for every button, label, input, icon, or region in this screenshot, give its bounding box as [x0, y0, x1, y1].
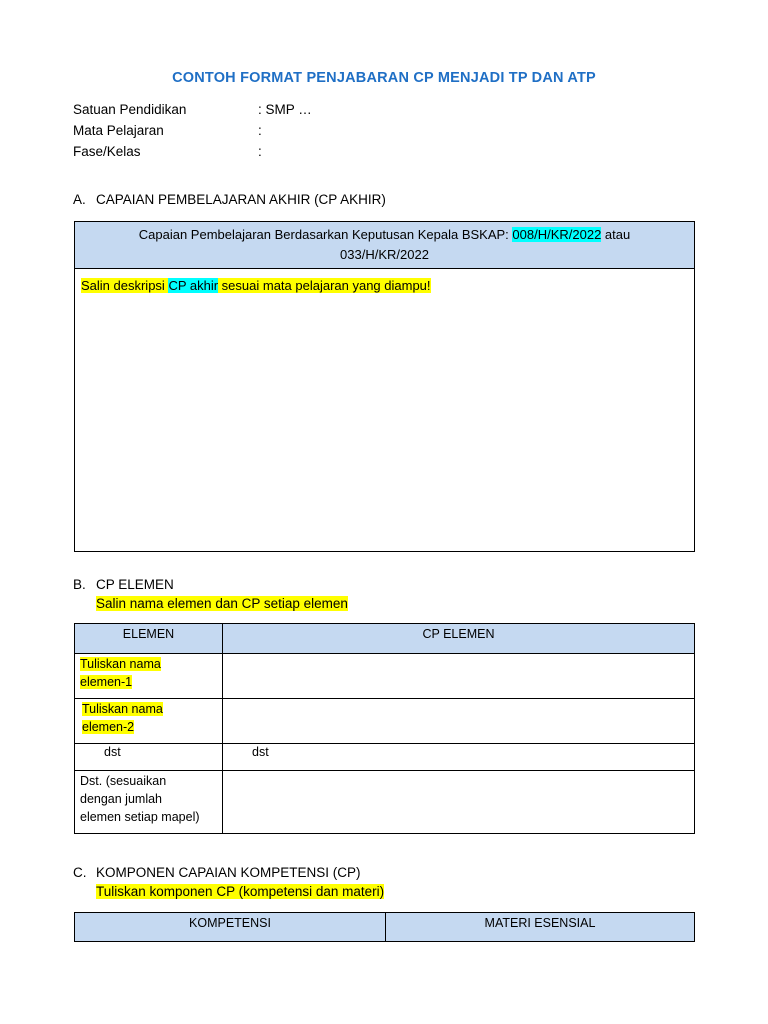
- meta-label-satuan: Satuan Pendidikan: [73, 102, 187, 117]
- cp-akhir-header-pre: Capaian Pembelajaran Berdasarkan Keputusan Kepala BSKAP:: [138, 227, 513, 242]
- meta-label-fase: Fase/Kelas: [73, 144, 141, 159]
- col-header-elemen: ELEMEN: [75, 624, 223, 654]
- elemen-1-line-1: Tuliskan nama: [80, 657, 161, 671]
- col-header-cp-elemen: CP ELEMEN: [223, 624, 695, 654]
- cp-akhir-table: [74, 221, 695, 552]
- elemen-2-line-1: Tuliskan nama: [82, 702, 163, 716]
- meta-label-mapel: Mata Pelajaran: [73, 123, 164, 138]
- elemen-1-line-2: elemen-1: [80, 675, 133, 689]
- cp-elemen-cell-1[interactable]: [223, 654, 695, 699]
- col-header-materi-esensial: MATERI ESENSIAL: [386, 913, 695, 942]
- cp-akhir-instruction-1: Salin deskripsi: [81, 278, 169, 293]
- section-a-letter: A.: [73, 192, 86, 207]
- cp-akhir-header: [75, 222, 695, 269]
- cp-elemen-table: [74, 623, 695, 834]
- komponen-cp-table: [74, 912, 695, 942]
- section-c-heading: KOMPONEN CAPAIAN KOMPETENSI (CP): [96, 865, 361, 880]
- elemen-cell-2[interactable]: [75, 699, 223, 744]
- section-b-heading: CP ELEMEN: [96, 577, 174, 592]
- cp-akhir-instruction-2: CP akhir: [168, 278, 219, 293]
- bskap-code-1: 008/H/KR/2022: [512, 227, 602, 242]
- section-b-instruction: Salin nama elemen dan CP setiap elemen: [96, 596, 348, 611]
- elemen-cell-note[interactable]: [75, 771, 223, 834]
- cp-akhir-header-mid: atau: [601, 227, 631, 242]
- cp-elemen-cell-dst[interactable]: dst: [223, 744, 695, 771]
- col-header-kompetensi: KOMPETENSI: [75, 913, 386, 942]
- meta-value-fase: :: [258, 144, 262, 159]
- elemen-2-line-2: elemen-2: [82, 720, 135, 734]
- cp-elemen-cell-note[interactable]: [223, 771, 695, 834]
- section-b-letter: B.: [73, 577, 86, 592]
- elemen-cell-dst[interactable]: dst: [75, 744, 223, 771]
- cp-akhir-content-cell[interactable]: [75, 269, 695, 552]
- elemen-note-line-2: dengan jumlah: [80, 792, 163, 806]
- bskap-code-2: 033/H/KR/2022: [340, 247, 429, 262]
- elemen-note-line-3: elemen setiap mapel): [80, 810, 200, 824]
- cp-elemen-cell-2[interactable]: [223, 699, 695, 744]
- section-c-letter: C.: [73, 865, 87, 880]
- elemen-cell-1[interactable]: [75, 654, 223, 699]
- elemen-note-line-1: Dst. (sesuaikan: [80, 774, 167, 788]
- cp-akhir-instruction-3: sesuai mata pelajaran yang diampu!: [218, 278, 431, 293]
- meta-value-satuan: : SMP …: [258, 102, 312, 117]
- section-a-heading: CAPAIAN PEMBELAJARAN AKHIR (CP AKHIR): [96, 192, 386, 207]
- section-c-instruction: Tuliskan komponen CP (kompetensi dan materi): [96, 884, 385, 899]
- document-title: CONTOH FORMAT PENJABARAN CP MENJADI TP DAN ATP: [172, 70, 596, 86]
- meta-value-mapel: :: [258, 123, 262, 138]
